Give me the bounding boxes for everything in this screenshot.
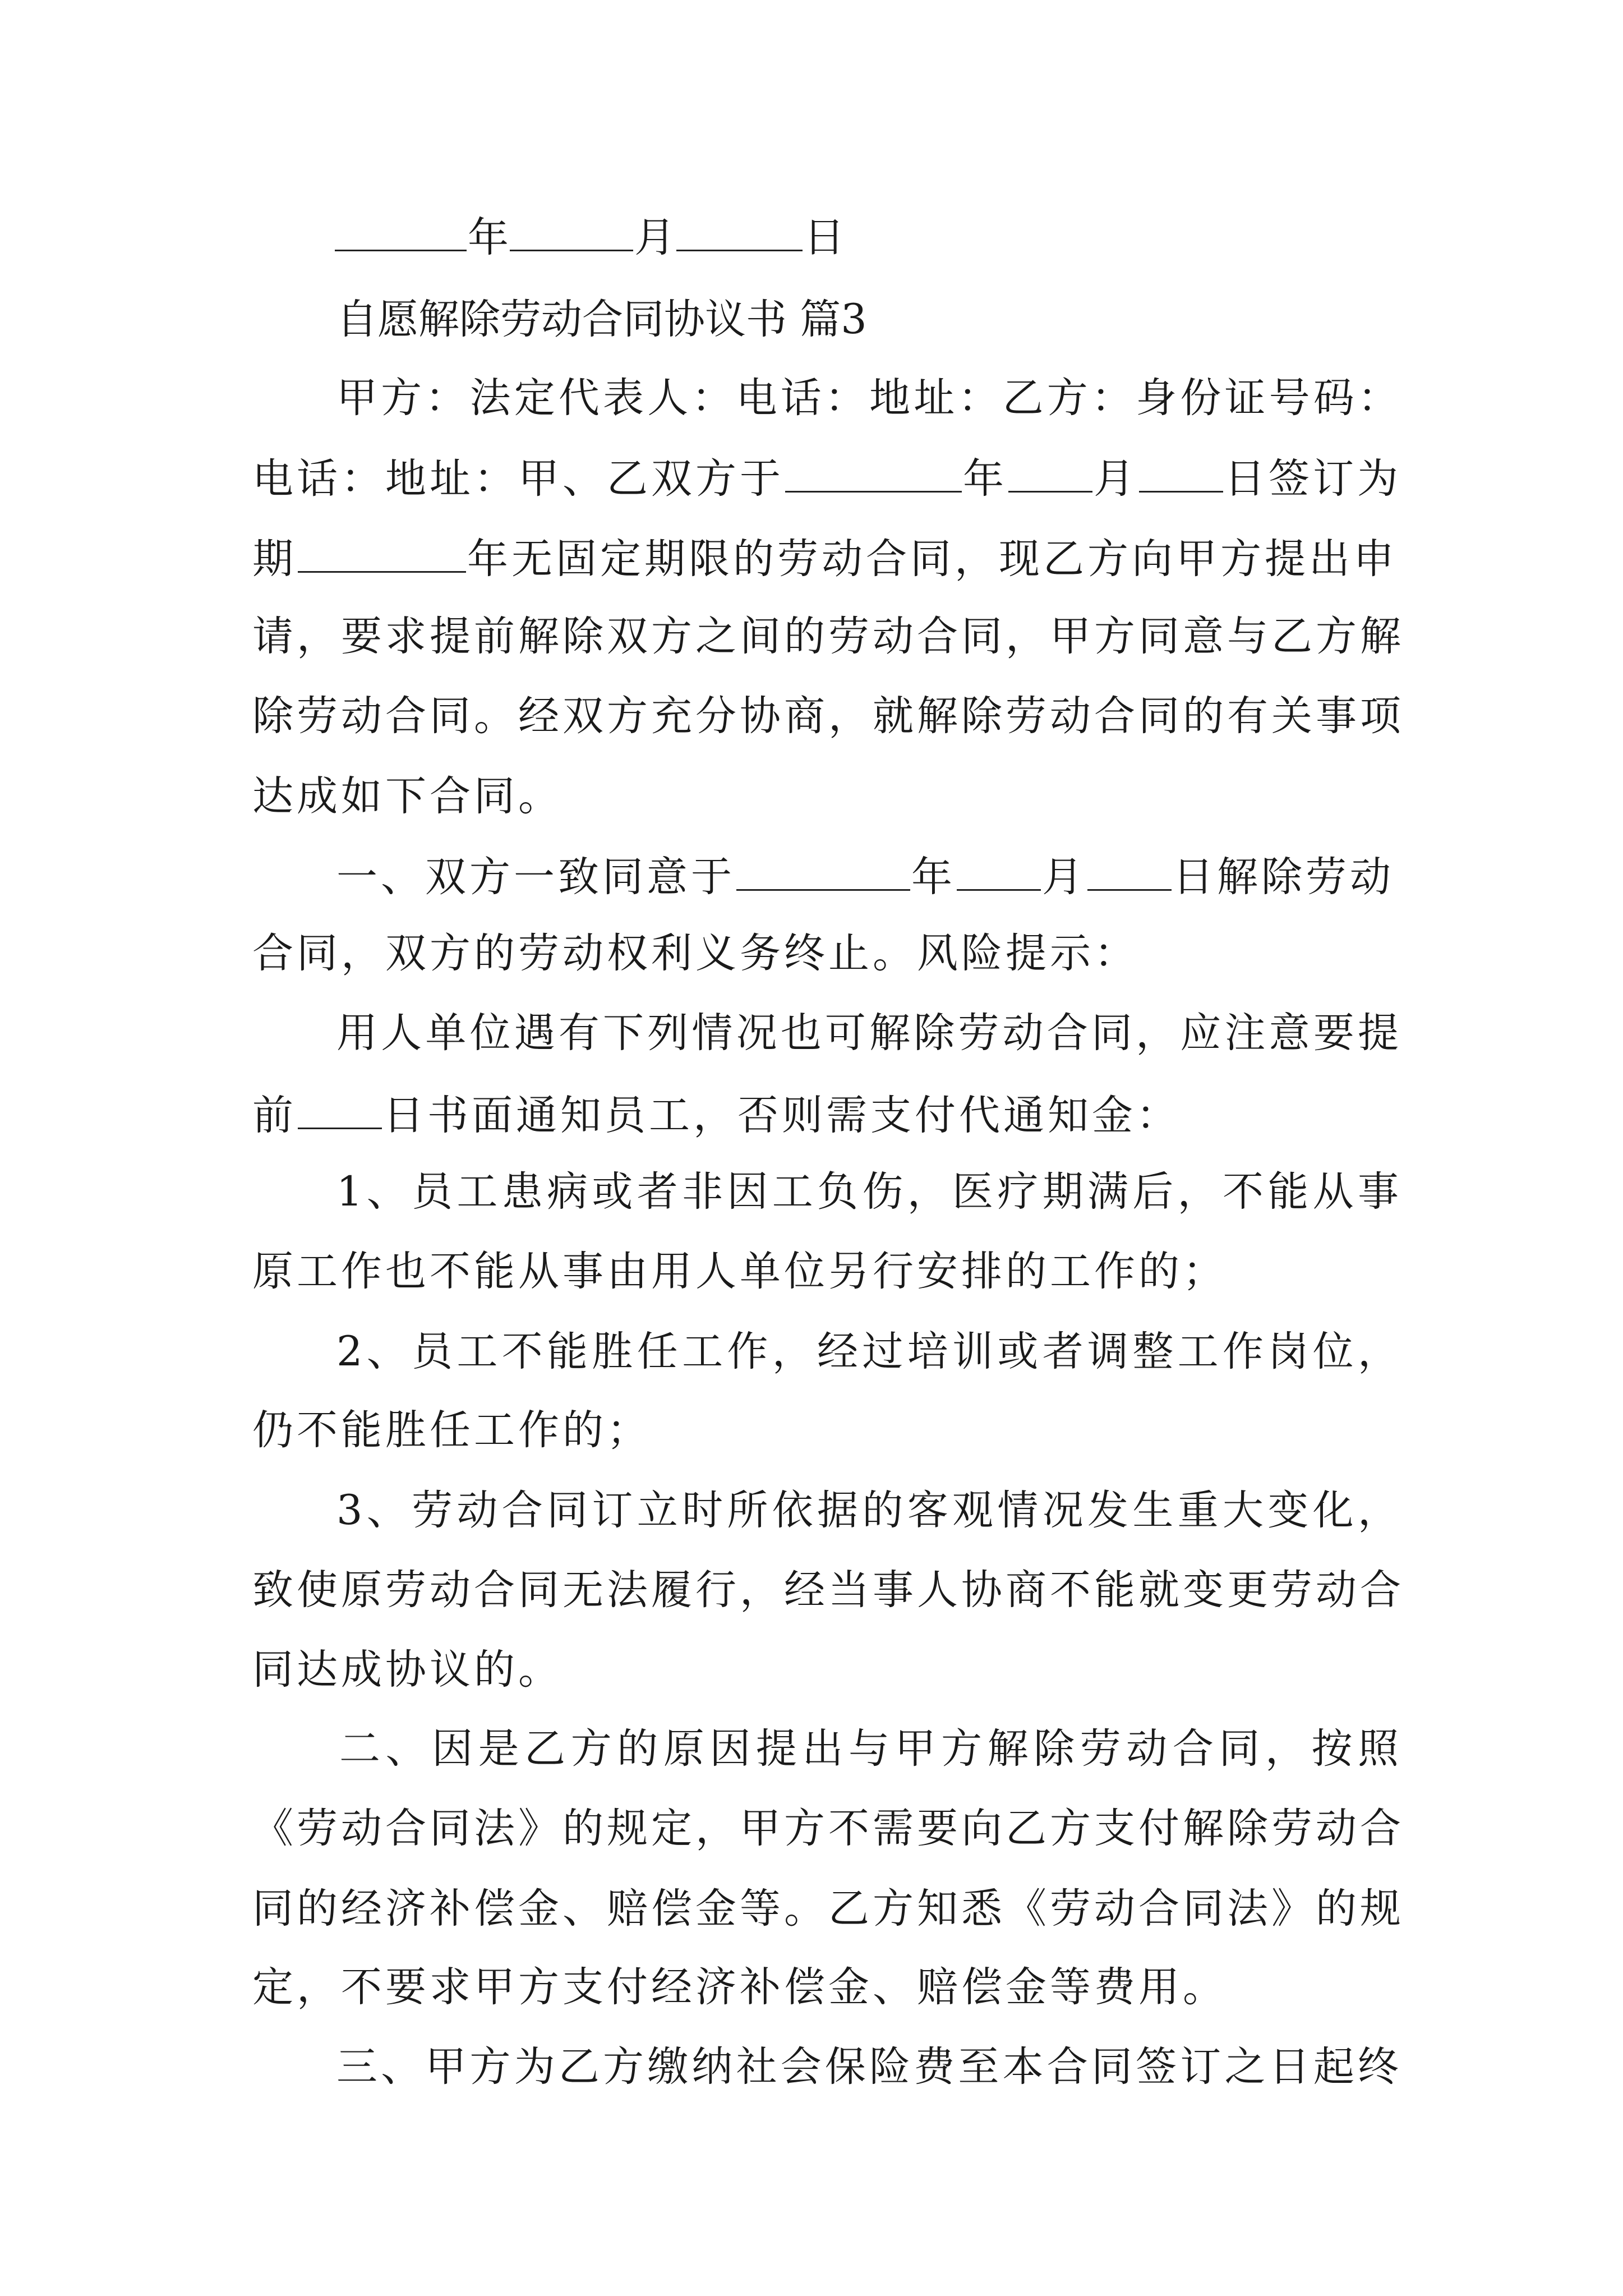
- intro-line-2-c: 月: [1094, 455, 1138, 503]
- termination-day-blank: [1087, 850, 1172, 891]
- intro-line-3-a: 期: [252, 535, 297, 583]
- intro-line-2-d: 日签订为: [1224, 455, 1401, 503]
- clause-1-line-1-b: 年: [911, 853, 956, 901]
- notice-days-blank: [298, 1088, 382, 1129]
- clause-2-line-1: 二、因是乙方的原因提出与甲方解除劳动合同，按照: [339, 1725, 1402, 1773]
- item-3-line-3: 同达成协议的。: [252, 1646, 562, 1694]
- clause-2-line-2: 《劳动合同法》的规定，甲方不需要向乙方支付解除劳动合: [252, 1805, 1404, 1852]
- item-3-line-2: 致使原劳动合同无法履行，经当事人协商不能就变更劳动合: [252, 1566, 1404, 1614]
- document-heading: 自愿解除劳动合同协议书 篇3: [336, 296, 867, 343]
- month-blank: [510, 210, 633, 251]
- day-blank: [676, 210, 803, 251]
- intro-line-2-a: 电话：地址：甲、乙双方于: [252, 455, 784, 503]
- notice-line-2-b: 日书面通知员工，否则需支付代通知金：: [383, 1092, 1181, 1139]
- intro-line-6: 达成如下合同。: [252, 772, 562, 820]
- date-year-label: 年: [468, 214, 509, 261]
- intro-line-2: [252, 452, 1402, 504]
- item-1-line-1: 1、员工患病或者非因工负伤，医疗期满后，不能从事: [336, 1168, 1402, 1216]
- clause-1-line-2: 合同，双方的劳动权利义务终止。风险提示：: [252, 930, 1138, 977]
- date-day-label: 日: [804, 214, 845, 261]
- item-2-line-1: 2、员工不能胜任工作，经过培训或者调整工作岗位，: [336, 1328, 1402, 1375]
- item-3-line-1: 3、劳动合同订立时所依据的客观情况发生重大变化，: [336, 1487, 1402, 1534]
- intro-line-5: 除劳动合同。经双方充分协商，就解除劳动合同的有关事项: [252, 692, 1404, 740]
- clause-1-line-1-d: 日解除劳动: [1173, 853, 1394, 901]
- termination-year-blank: [736, 850, 910, 891]
- clause-2-line-4: 定，不要求甲方支付经济补偿金、赔偿金等费用。: [252, 1963, 1227, 2011]
- sign-year-blank: [785, 452, 962, 493]
- sign-month-blank: [1008, 452, 1092, 493]
- notice-line-2: [252, 1088, 1402, 1141]
- item-2-line-2: 仍不能胜任工作的；: [252, 1406, 651, 1454]
- year-blank: [335, 210, 467, 251]
- clause-3-line-1: 三、甲方为乙方缴纳社会保险费至本合同签订之日起终: [336, 2043, 1402, 2091]
- date-line: [334, 210, 1483, 263]
- intro-line-4: 请，要求提前解除双方之间的劳动合同，甲方同意与乙方解: [252, 613, 1404, 660]
- clause-2-line-3: 同的经济补偿金、赔偿金等。乙方知悉《劳动合同法》的规: [252, 1885, 1404, 1932]
- clause-1-line-1-c: 月: [1042, 853, 1086, 901]
- date-month-label: 月: [634, 214, 675, 261]
- intro-line-2-b: 年: [963, 455, 1007, 503]
- item-1-line-2: 原工作也不能从事由用人单位另行安排的工作的；: [252, 1248, 1227, 1295]
- notice-line-1: 用人单位遇有下列情况也可解除劳动合同，应注意要提: [336, 1009, 1402, 1057]
- clause-1-line-1: [336, 850, 1486, 903]
- intro-line-3-b: 年无固定期限的劳动合同，现乙方向甲方提出申: [467, 535, 1398, 583]
- term-blank: [298, 532, 466, 573]
- termination-month-blank: [957, 850, 1041, 891]
- intro-line-3: [252, 532, 1402, 585]
- clause-1-line-1-a: 一、双方一致同意于: [336, 853, 735, 901]
- notice-line-2-a: 前: [252, 1092, 297, 1139]
- intro-line-1: 甲方：法定代表人：电话：地址：乙方：身份证号码：: [336, 374, 1402, 422]
- sign-day-blank: [1139, 452, 1223, 493]
